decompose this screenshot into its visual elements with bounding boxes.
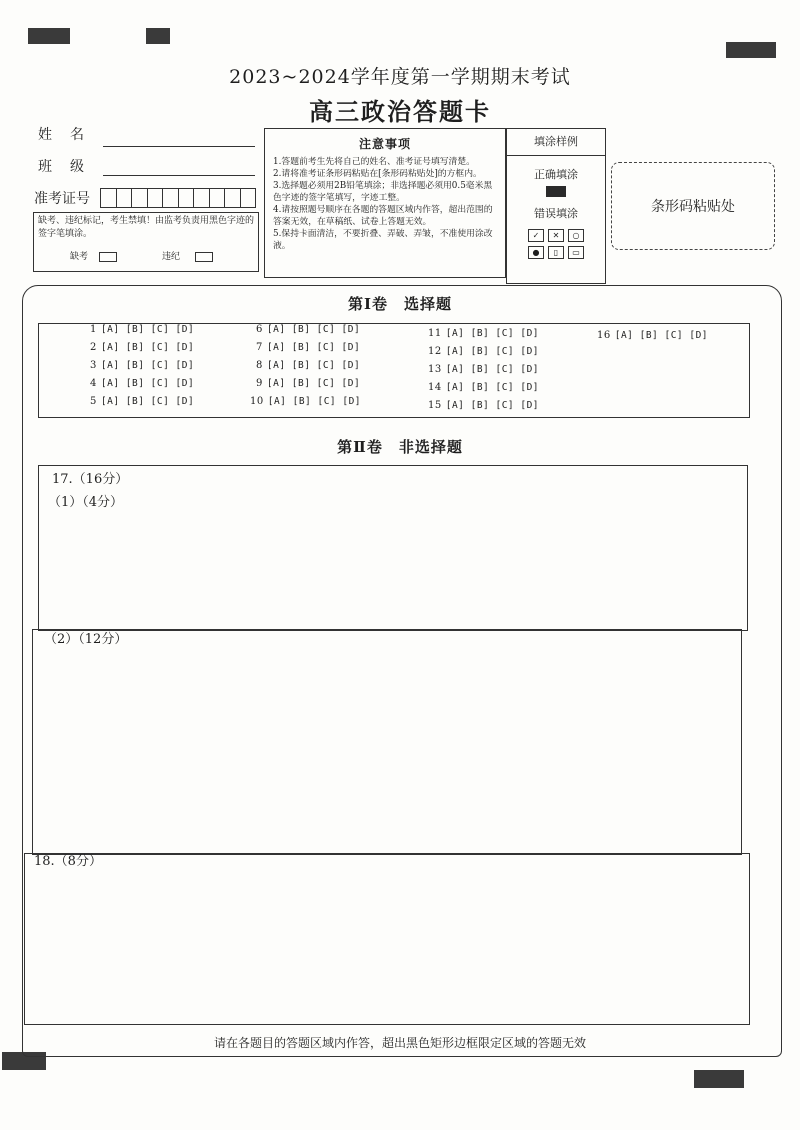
q17-part1-answer-area[interactable] (38, 465, 748, 631)
fill-sample-title: 填涂样例 (507, 129, 605, 156)
choice-question[interactable] (256, 342, 360, 353)
question-number: 12 (428, 346, 442, 357)
timing-mark (146, 28, 170, 44)
q17-part1-label: （1）（4分） (48, 495, 124, 510)
option-bubbles[interactable]: [A] [B] [C] [D] (266, 378, 361, 389)
q18-answer-area[interactable] (24, 853, 750, 1025)
name-field[interactable] (103, 146, 255, 147)
option-bubbles[interactable]: [A] [B] [C] [D] (100, 342, 195, 353)
choice-question[interactable] (90, 378, 194, 389)
notice-box (264, 128, 506, 278)
absent-mark[interactable] (70, 251, 117, 264)
option-bubbles[interactable]: [A] [B] [C] [D] (100, 360, 195, 371)
question-number: 13 (428, 364, 442, 375)
absent-violation-box (33, 212, 259, 272)
question-number: 16 (597, 330, 611, 341)
q18-label: 18.（8分） (34, 854, 102, 869)
notice-item: 5.保持卡面清洁，不要折叠、弄破、弄皱，不准使用涂改液。 (273, 229, 493, 251)
question-number: 7 (256, 342, 263, 353)
class-label: 班 级 (38, 159, 86, 175)
question-number: 1 (90, 324, 97, 335)
option-bubbles[interactable]: [A] [B] [C] [D] (445, 328, 540, 339)
choice-question[interactable] (250, 396, 361, 407)
choice-question[interactable] (597, 330, 708, 341)
name-label: 姓 名 (38, 127, 86, 143)
choice-question[interactable] (256, 360, 360, 371)
id-label: 准考证号 (34, 191, 90, 207)
violation-mark[interactable] (162, 251, 213, 264)
option-bubbles[interactable]: [A] [B] [C] [D] (445, 364, 540, 375)
absent-checkbox[interactable] (99, 252, 117, 262)
timing-mark (694, 1070, 744, 1088)
notice-item: 1.答题前考生先将自己的姓名、准考证号填写清楚。 (273, 157, 475, 167)
fill-sample-box (506, 128, 606, 284)
correct-fill-example (546, 186, 566, 197)
q17-part2-answer-area[interactable] (32, 629, 742, 855)
choice-question[interactable] (90, 342, 194, 353)
q17-part2-label: （2）（12分） (44, 632, 128, 647)
card-title: 高三政治答题卡 (309, 97, 491, 126)
choice-question[interactable] (428, 328, 539, 339)
correct-fill-label: 正确填涂 (534, 168, 578, 181)
option-bubbles[interactable]: [A] [B] [C] [D] (445, 400, 540, 411)
id-number-boxes[interactable] (100, 188, 256, 208)
choice-question[interactable] (90, 324, 194, 335)
option-bubbles[interactable]: [A] [B] [C] [D] (445, 382, 540, 393)
question-number: 11 (428, 328, 442, 339)
section2-title: 第Ⅱ卷 非选择题 (337, 438, 463, 456)
choice-question[interactable] (428, 400, 539, 411)
choice-question[interactable] (256, 378, 360, 389)
q17-label: 17.（16分） (52, 472, 129, 487)
question-number: 4 (90, 378, 97, 389)
option-bubbles[interactable]: [A] [B] [C] [D] (100, 396, 195, 407)
choice-question[interactable] (256, 324, 360, 335)
question-number: 8 (256, 360, 263, 371)
notice-item: 3.选择题必须用2B铅笔填涂；非选择题必须用0.5毫米黑色字迹的签字笔填写，字迹工整。 (273, 181, 493, 203)
circle-mark-icon: ○ (568, 229, 584, 242)
cross-mark-icon: ✕ (548, 229, 564, 242)
option-bubbles[interactable]: [A] [B] [C] [D] (266, 324, 361, 335)
option-bubbles[interactable]: [A] [B] [C] [D] (100, 378, 195, 389)
barcode-area[interactable] (611, 162, 775, 250)
option-bubbles[interactable]: [A] [B] [C] [D] (266, 342, 361, 353)
filled-dot-icon: ● (528, 246, 544, 259)
option-bubbles[interactable]: [A] [B] [C] [D] (445, 346, 540, 357)
question-number: 3 (90, 360, 97, 371)
timing-mark (28, 28, 70, 44)
choice-question[interactable] (428, 382, 539, 393)
option-bubbles[interactable]: [A] [B] [C] [D] (267, 396, 362, 407)
notice-title: 注意事项 (358, 137, 411, 151)
absent-note: 缺考、违纪标记，考生禁填！由监考负责用黑色字迹的签字笔填涂。 (38, 216, 255, 239)
barcode-label: 条形码粘贴处 (651, 199, 735, 215)
option-bubbles[interactable]: [A] [B] [C] [D] (100, 324, 195, 335)
notice-item: 4.请按照题号顺序在各题的答题区域内作答，超出范围的答案无效，在草稿纸、试卷上答题无效。 (273, 205, 493, 227)
question-number: 5 (90, 396, 97, 407)
timing-mark (726, 42, 776, 58)
exam-title: 2023~2024学年度第一学期期末考试 (229, 66, 571, 88)
notice-item: 2.请将准考证条形码粘贴在[条形码粘贴处]的方框内。 (273, 169, 482, 179)
choice-question[interactable] (428, 346, 539, 357)
question-number: 14 (428, 382, 442, 393)
question-number: 6 (256, 324, 263, 335)
choice-question[interactable] (90, 396, 194, 407)
vertical-bar-icon: ▯ (548, 246, 564, 259)
absent-label: 缺考 (70, 252, 89, 262)
violation-label: 违纪 (162, 252, 181, 262)
section1-title: 第Ⅰ卷 选择题 (347, 295, 453, 313)
class-field[interactable] (103, 175, 255, 176)
check-mark-icon: ✓ (528, 229, 544, 242)
choice-question[interactable] (90, 360, 194, 371)
horizontal-bar-icon: ▭ (568, 246, 584, 259)
question-number: 2 (90, 342, 97, 353)
wrong-fill-label: 错误填涂 (534, 207, 578, 220)
option-bubbles[interactable]: [A] [B] [C] [D] (614, 330, 709, 341)
violation-checkbox[interactable] (195, 252, 213, 262)
option-bubbles[interactable]: [A] [B] [C] [D] (266, 360, 361, 371)
footer-warning: 请在各题目的答题区域内作答，超出黑色矩形边框限定区域的答题无效 (213, 1036, 586, 1050)
question-number: 15 (428, 400, 442, 411)
choice-question[interactable] (428, 364, 539, 375)
question-number: 9 (256, 378, 263, 389)
question-number: 10 (250, 396, 264, 407)
